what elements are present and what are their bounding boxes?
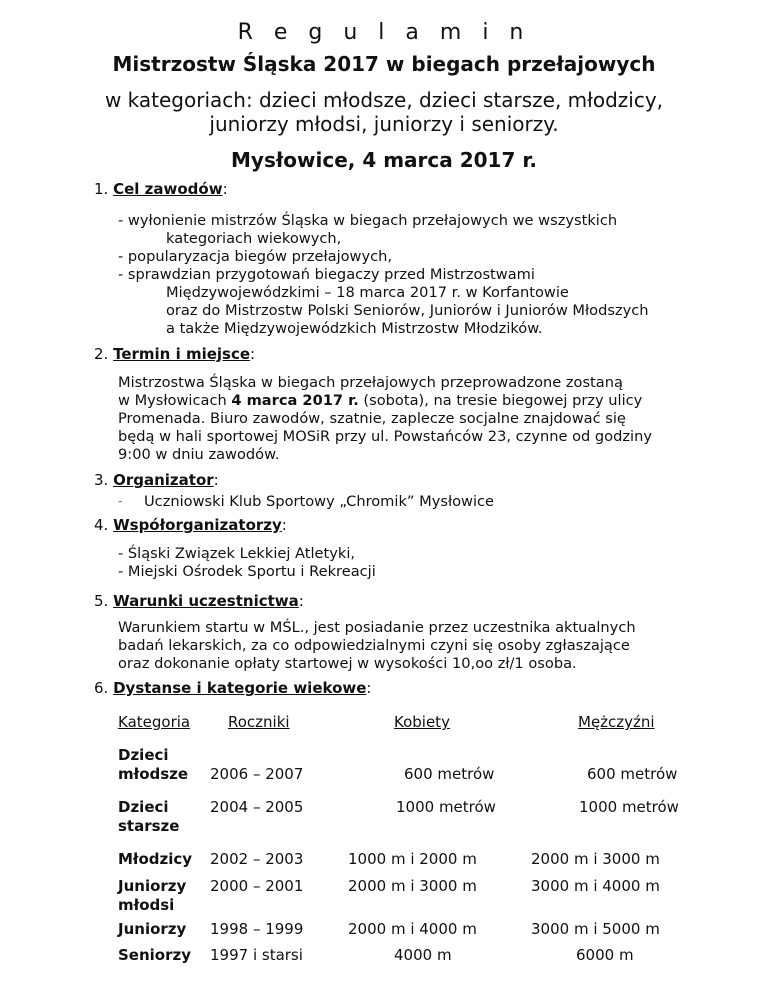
- row-years: 2002 – 2003: [210, 850, 304, 868]
- categories-line-2: juniorzy młodsi, juniorzy i seniorzy.: [209, 112, 559, 136]
- row-men: 3000 m i 4000 m: [531, 877, 660, 895]
- section-1-body: [118, 212, 698, 338]
- row-years: 2000 – 2001: [210, 877, 304, 895]
- section-number: 1.: [94, 180, 109, 198]
- header-mezczyzni: Mężczyźni: [578, 713, 655, 731]
- section-number: 5.: [94, 592, 109, 610]
- text-line: - wyłonienie mistrzów Śląska w biegach przełajowych we wszystkich: [118, 212, 618, 229]
- coorganizer-item: - Śląski Związek Lekkiej Atletyki,: [118, 545, 356, 562]
- document-title: R e g u l a m i n: [237, 20, 531, 45]
- colon: :: [366, 679, 372, 697]
- organizer-name: Uczniowski Klub Sportowy „Chromik” Mysłowice: [144, 493, 495, 510]
- text-line: Warunkiem startu w MŚL., jest posiadanie przez uczestnika aktualnych: [118, 619, 636, 636]
- section-number: 3.: [94, 471, 109, 489]
- header-kategoria: Kategoria: [118, 713, 191, 731]
- row-women: 600 metrów: [404, 765, 495, 783]
- text-line: [118, 392, 698, 410]
- section-2-heading: [94, 345, 255, 363]
- championship-title: Mistrzostw Śląska 2017 w biegach przełajowych: [112, 52, 656, 76]
- row-women: 1000 metrów: [396, 798, 496, 816]
- row-years: 1998 – 1999: [210, 920, 304, 938]
- section-4-heading: [94, 516, 287, 534]
- text-span: w Mysłowicach: [118, 392, 232, 409]
- section-number: 2.: [94, 345, 109, 363]
- section-3-body: [118, 493, 698, 511]
- section-title: Termin i miejsce: [113, 345, 251, 363]
- text-line: badań lekarskich, za co odpowiedzialnymi czyni się osoby zgłaszające: [118, 637, 630, 654]
- text-line: 9:00 w dniu zawodów.: [118, 446, 280, 463]
- row-years: 2004 – 2005: [210, 798, 304, 816]
- row-category: Młodzicy: [118, 850, 193, 868]
- text-line: - popularyzacja biegów przełajowych,: [118, 248, 393, 265]
- row-category-sub: młodsze: [118, 765, 189, 783]
- text-line: kategoriach wiekowych,: [166, 230, 342, 247]
- row-men: 2000 m i 3000 m: [531, 850, 660, 868]
- section-title: Współorganizatorzy: [113, 516, 282, 534]
- colon: :: [250, 345, 256, 363]
- section-1-heading: [94, 180, 228, 198]
- row-category: Seniorzy: [118, 946, 192, 964]
- row-women: 4000 m: [394, 946, 452, 964]
- place-date: Mysłowice, 4 marca 2017 r.: [231, 148, 537, 172]
- row-years: 1997 i starsi: [210, 946, 303, 964]
- row-men: 6000 m: [576, 946, 634, 964]
- section-3-heading: [94, 471, 219, 489]
- colon: :: [222, 180, 228, 198]
- colon: :: [213, 471, 219, 489]
- section-number: 4.: [94, 516, 109, 534]
- text-line: a także Międzywojewódzkich Mistrzostw Młodzików.: [166, 320, 543, 337]
- row-women: 2000 m i 3000 m: [348, 877, 477, 895]
- section-5-body: [118, 619, 698, 673]
- event-date: 4 marca 2017 r.: [231, 392, 359, 409]
- coorganizer-item: - Miejski Ośrodek Sportu i Rekreacji: [118, 563, 376, 580]
- organizer-item: [118, 493, 698, 511]
- text-line: - sprawdzian przygotowań biegaczy przed Mistrzostwami: [118, 266, 535, 283]
- row-women: 2000 m i 4000 m: [348, 920, 477, 938]
- header-kobiety: Kobiety: [394, 713, 450, 731]
- section-2-body: [118, 374, 698, 464]
- section-title: Organizator: [113, 471, 214, 489]
- section-4-body: [118, 545, 698, 581]
- colon: :: [298, 592, 304, 610]
- text-line: Promenada. Biuro zawodów, szatnie, zaplecze socjalne znajdować się: [118, 410, 626, 427]
- section-6-heading: [94, 679, 371, 697]
- categories-line-1: w kategoriach: dzieci młodsze, dzieci starsze, młodzicy,: [104, 88, 664, 112]
- header-roczniki: Roczniki: [228, 713, 290, 731]
- row-category: Dzieci: [118, 798, 169, 816]
- row-men: 3000 m i 5000 m: [531, 920, 660, 938]
- row-years: 2006 – 2007: [210, 765, 304, 783]
- row-category: Juniorzy: [118, 877, 187, 895]
- row-category-sub: młodsi: [118, 896, 175, 914]
- section-number: 6.: [94, 679, 109, 697]
- row-women: 1000 m i 2000 m: [348, 850, 477, 868]
- colon: :: [281, 516, 287, 534]
- text-line: będą w hali sportowej MOSiR przy ul. Powstańców 23, czynne od godziny: [118, 428, 652, 445]
- text-span: (sobota), na tresie biegowej przy ulicy: [358, 392, 643, 409]
- section-5-heading: [94, 592, 304, 610]
- text-line: oraz do Mistrzostw Polski Seniorów, Juniorów i Juniorów Młodszych: [166, 302, 649, 319]
- section-title: Warunki uczestnictwa: [113, 592, 299, 610]
- text-line: Międzywojewódzkimi – 18 marca 2017 r. w Korfantowie: [166, 284, 569, 301]
- section-title: Dystanse i kategorie wiekowe: [113, 679, 367, 697]
- dash-bullet: –: [118, 497, 123, 507]
- row-men: 600 metrów: [587, 765, 678, 783]
- text-line: oraz dokonanie opłaty startowej w wysokości 10,oo zł/1 osoba.: [118, 655, 577, 672]
- row-category: Juniorzy: [118, 920, 187, 938]
- row-category: Dzieci: [118, 746, 169, 764]
- row-category-sub: starsze: [118, 817, 180, 835]
- row-men: 1000 metrów: [579, 798, 679, 816]
- text-line: Mistrzostwa Śląska w biegach przełajowych przeprowadzone zostaną: [118, 374, 623, 391]
- section-title: Cel zawodów: [113, 180, 223, 198]
